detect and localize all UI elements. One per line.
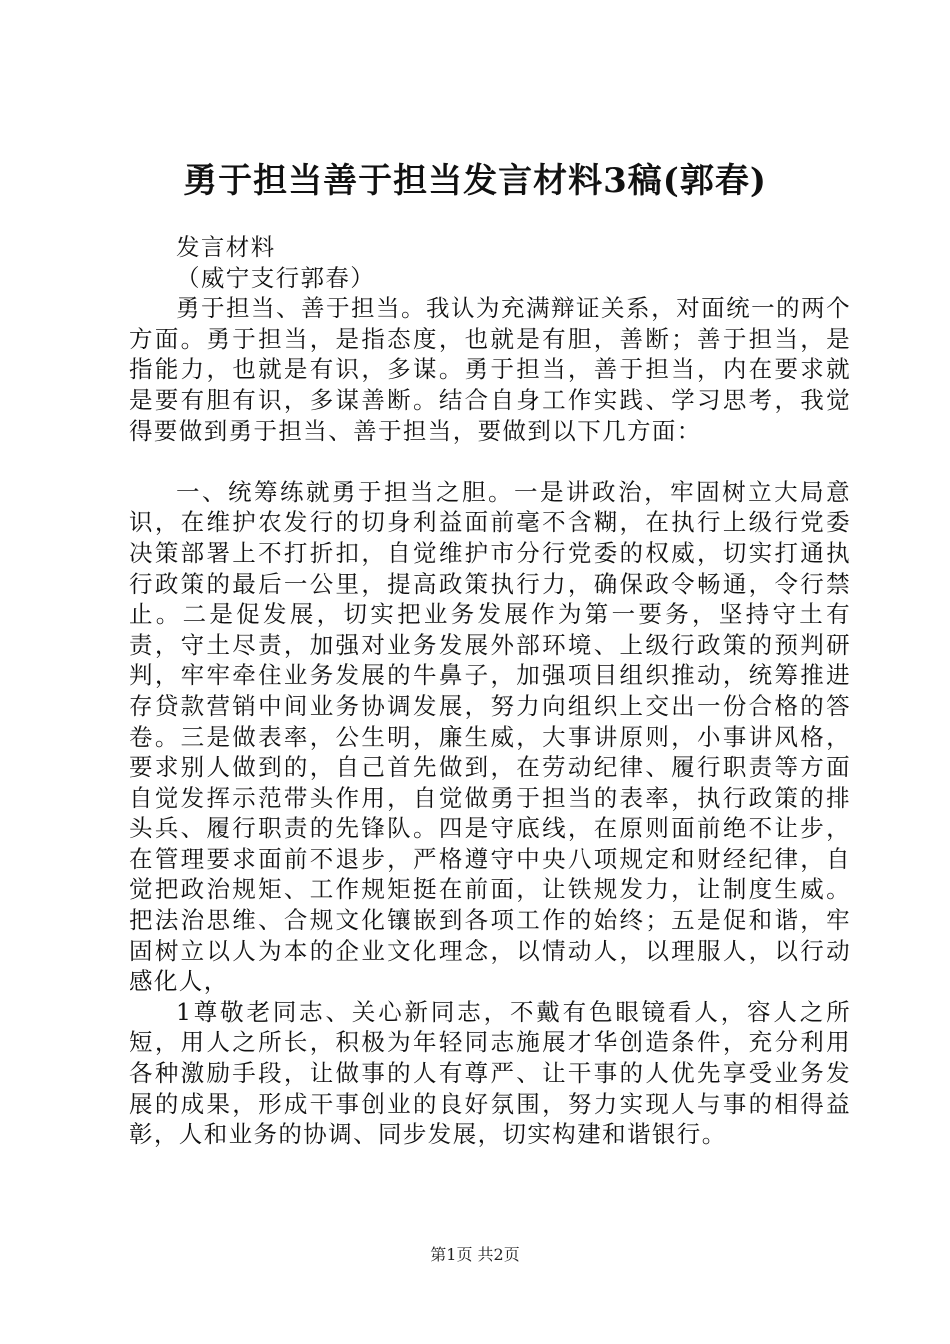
paragraph-item-one: 1尊敬老同志、关心新同志，不戴有色眼镜看人，容人之所短，用人之所长，积极为年轻同志施展才华创造条件，充分利用各种激励手段，让做事的人有尊严、让干事的人优先享受业务发展的成果，形成干事创业的良好氛围，努力实现人与事的相得益彰，人和业务的协调、同步发展，切实构建和谐银行。	[129, 997, 851, 1149]
paragraph-intro: 勇于担当、善于担当。我认为充满辩证关系，对面统一的两个方面。勇于担当，是指态度，也就是有胆，善断；善于担当，是指能力，也就是有识，多谋。勇于担当，善于担当，内在要求就是要有胆有识，多谋善断。结合自身工作实践、学习思考，我觉得要做到勇于担当、善于担当，要做到以下几方面：	[129, 294, 851, 445]
document-body	[129, 232, 851, 1150]
page-footer: 第1页 共2页	[430, 1245, 520, 1264]
author-line: （威宁支行郭春）	[176, 263, 376, 292]
paragraph-section-one: 一、统筹练就勇于担当之胆。一是讲政治，牢固树立大局意识，在维护农发行的切身利益面前毫不含糊，在执行上级行党委决策部署上不打折扣，自觉维护市分行党委的权威，切实打通执行政策的最后一公里，提高政策执行力，确保政令畅通，令行禁止。二是促发展，切实把业务发展作为第一要务，坚持守土有责，守土尽责，加强对业务发展外部环境、上级行政策的预判研判，牢牢牵住业务发展的牛鼻子，加强项目组织推动，统筹推进存贷款营销中间业务协调发展，努力向组织上交出一份合格的答卷。三是做表率，公生明，廉生威，大事讲原则，小事讲风格，要求别人做到的，自己首先做到，在劳动纪律、履行职责等方面自觉发挥示范带头作用，自觉做勇于担当的表率，执行政策的排头兵、履行职责的先锋队。四是守底线，在原则面前绝不让步，在管理要求面前不退步，严格遵守中央八项规定和财经纪律，自觉把政治规矩、工作规矩挺在前面，让铁规发力，让制度生威。把法治思维、合规文化镶嵌到各项工作的始终；五是促和谐，牢固树立以人为本的企业文化理念，以情动人，以理服人，以行动感化人，	[129, 477, 851, 996]
subtitle-line: 发言材料	[176, 233, 276, 261]
document-title: 勇于担当善于担当发言材料3稿(郭春)	[183, 161, 767, 201]
paragraph-gap	[129, 446, 851, 477]
